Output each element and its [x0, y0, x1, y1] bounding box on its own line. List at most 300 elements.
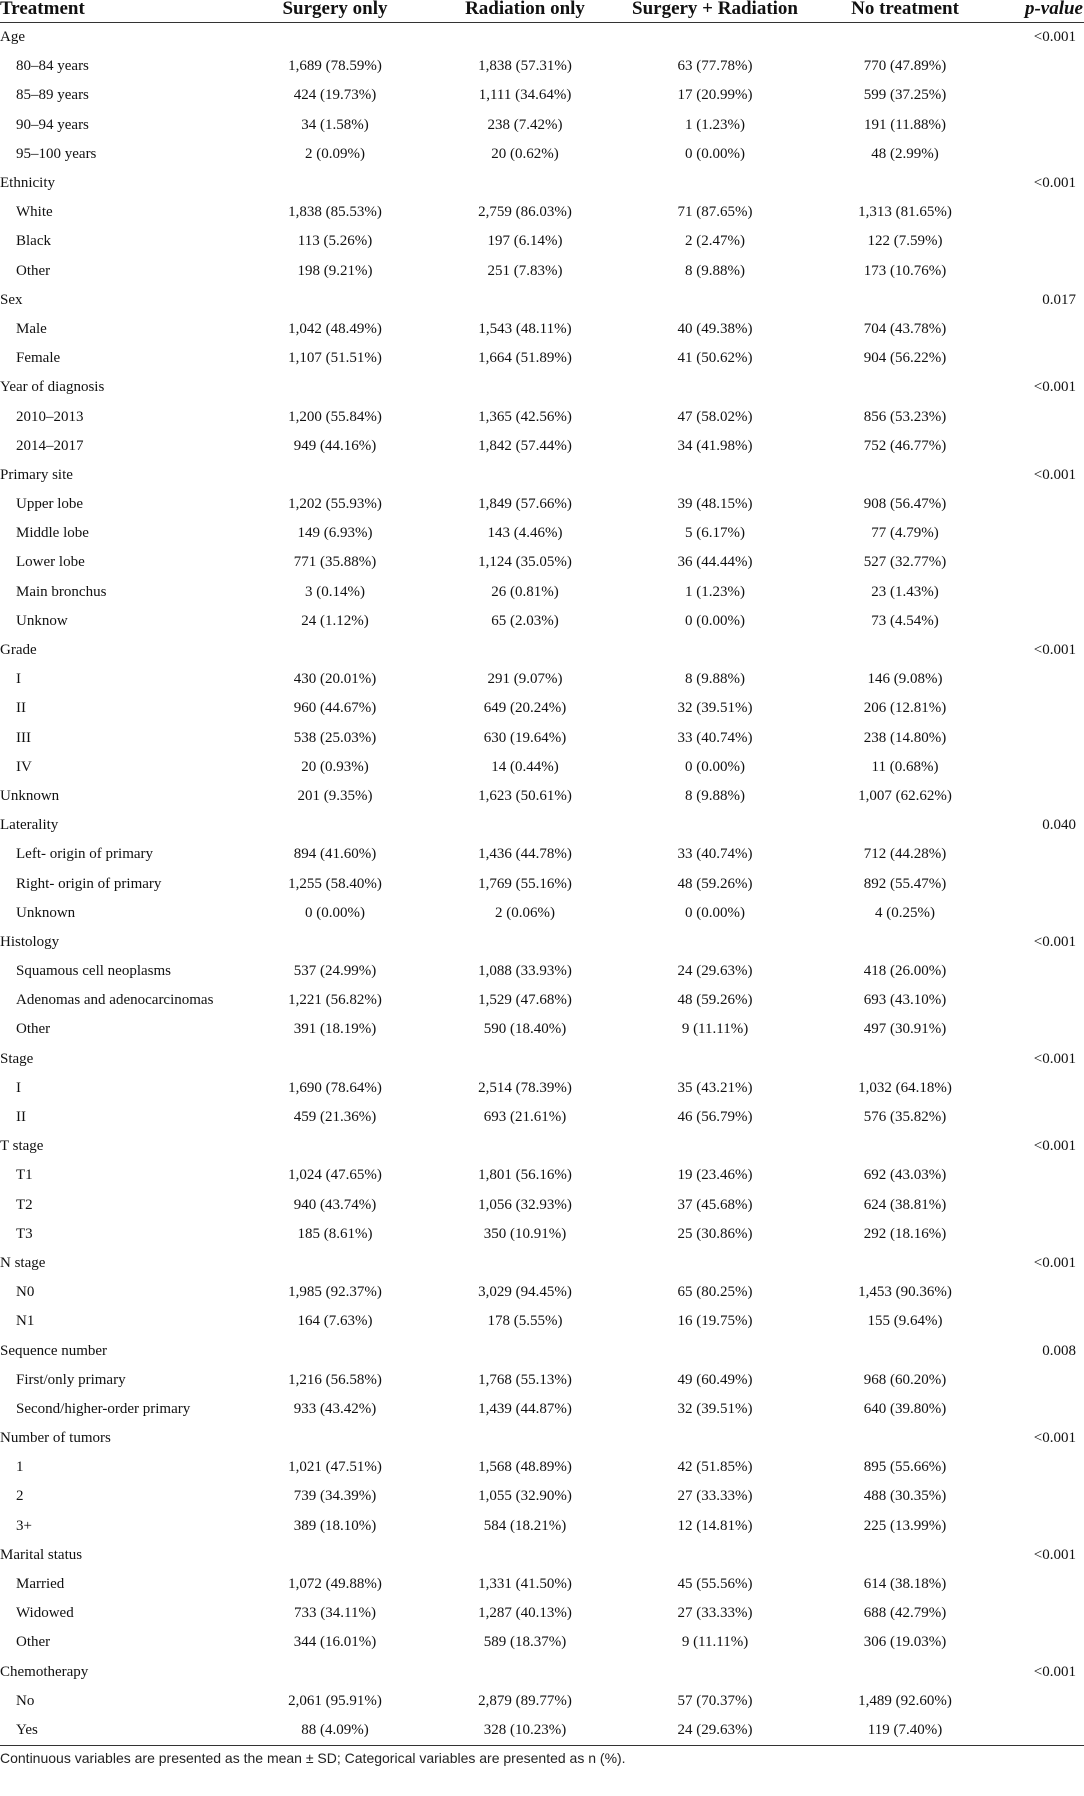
cell-no-treatment [810, 1132, 1000, 1161]
table-row [0, 1220, 1084, 1249]
cell-surgery-radiation: 8 (9.88%) [685, 787, 745, 804]
cell-radiation-only [430, 811, 620, 840]
cell-p-value [1000, 665, 1084, 694]
cell-no-treatment: 968 (60.20%) [863, 1371, 947, 1388]
section-label: T stage [0, 1138, 44, 1155]
cell-radiation-only [430, 1541, 620, 1570]
section-label: Marital status [0, 1546, 83, 1563]
section-label: Unknown [0, 787, 60, 804]
cell-p-value [1000, 899, 1084, 928]
table-row [0, 753, 1084, 782]
cell-p-value [1000, 1278, 1084, 1307]
cell-surgery-radiation: 33 (40.74%) [677, 729, 753, 746]
cell-no-treatment: 418 (26.00%) [863, 963, 947, 980]
cell-p-value [1000, 1161, 1084, 1190]
cell-no-treatment: 693 (43.10%) [863, 992, 947, 1009]
cell-surgery-only [240, 1541, 430, 1570]
table-row [0, 490, 1084, 519]
cell-p-value [1000, 578, 1084, 607]
cell-surgery-radiation [620, 169, 810, 198]
cell-p-value [1000, 402, 1084, 431]
cell-radiation-only [430, 636, 620, 665]
table-row [0, 257, 1084, 286]
section-label: Sex [0, 291, 23, 308]
row-label: T2 [16, 1196, 33, 1213]
cell-radiation-only: 1,842 (57.44%) [478, 437, 572, 454]
cell-surgery-radiation: 17 (20.99%) [677, 87, 753, 104]
cell-p-value [1000, 140, 1084, 169]
cell-radiation-only [430, 286, 620, 315]
cell-no-treatment: 1,313 (81.65%) [858, 204, 952, 221]
header-treatment: Treatment [0, 0, 240, 23]
cell-surgery-radiation: 19 (23.46%) [677, 1167, 753, 1184]
cell-radiation-only [430, 1424, 620, 1453]
section-label: Age [0, 29, 25, 46]
table-row [0, 1103, 1084, 1132]
table-row [0, 1307, 1084, 1336]
cell-surgery-only: 1,202 (55.93%) [288, 496, 382, 513]
cell-surgery-only: 149 (6.93%) [297, 525, 373, 542]
cell-radiation-only: 1,365 (42.56%) [478, 408, 572, 425]
cell-surgery-radiation: 45 (55.56%) [677, 1576, 753, 1593]
cell-surgery-only: 960 (44.67%) [293, 700, 377, 717]
cell-surgery-radiation: 42 (51.85%) [677, 1459, 753, 1476]
cell-no-treatment [810, 1658, 1000, 1687]
table-section-row [0, 1541, 1084, 1570]
cell-no-treatment: 48 (2.99%) [871, 145, 939, 162]
cell-p-value: 0.040 [1042, 817, 1076, 834]
table-row [0, 315, 1084, 344]
cell-p-value [1000, 257, 1084, 286]
cell-radiation-only [430, 23, 620, 53]
row-label: Widowed [16, 1605, 74, 1622]
cell-radiation-only [430, 928, 620, 957]
cell-surgery-only: 1,838 (85.53%) [288, 204, 382, 221]
table-section-row [0, 373, 1084, 402]
cell-p-value [1000, 1015, 1084, 1044]
cell-no-treatment: 1,489 (92.60%) [858, 1692, 952, 1709]
cell-surgery-only: 739 (34.39%) [293, 1488, 377, 1505]
cell-surgery-only [240, 169, 430, 198]
table-row [0, 1716, 1084, 1746]
cell-p-value [1000, 694, 1084, 723]
cell-no-treatment: 225 (13.99%) [863, 1517, 947, 1534]
cell-radiation-only: 584 (18.21%) [483, 1517, 567, 1534]
table-section-row [0, 1336, 1084, 1365]
table-row [0, 81, 1084, 110]
cell-p-value: <0.001 [1033, 642, 1076, 659]
cell-radiation-only: 1,664 (51.89%) [478, 350, 572, 367]
cell-no-treatment: 614 (38.18%) [863, 1576, 947, 1593]
cell-surgery-radiation: 35 (43.21%) [677, 1079, 753, 1096]
cell-surgery-only: 733 (34.11%) [294, 1605, 376, 1622]
cell-surgery-only: 201 (9.35%) [297, 787, 373, 804]
cell-surgery-only [240, 286, 430, 315]
cell-surgery-only: 1,021 (47.51%) [288, 1459, 382, 1476]
cell-no-treatment: 122 (7.59%) [867, 233, 943, 250]
cell-surgery-only [240, 928, 430, 957]
table-row [0, 198, 1084, 227]
cell-no-treatment [810, 928, 1000, 957]
cell-surgery-only: 34 (1.58%) [301, 116, 369, 133]
cell-p-value [1000, 1307, 1084, 1336]
cell-no-treatment [810, 373, 1000, 402]
cell-surgery-only [240, 636, 430, 665]
cell-surgery-only: 538 (25.03%) [293, 729, 377, 746]
table-section-row [0, 286, 1084, 315]
cell-radiation-only: 649 (20.24%) [483, 700, 567, 717]
cell-no-treatment: 238 (14.80%) [863, 729, 947, 746]
cell-no-treatment: 527 (32.77%) [863, 554, 947, 571]
cell-p-value [1000, 1395, 1084, 1424]
cell-surgery-only: 424 (19.73%) [293, 87, 377, 104]
cell-radiation-only: 1,111 (34.64%) [478, 87, 572, 104]
cell-no-treatment: 692 (43.03%) [863, 1167, 947, 1184]
header-radiation-only: Radiation only [430, 0, 620, 23]
cell-surgery-only: 3 (0.14%) [305, 583, 365, 600]
row-label: Main bronchus [16, 583, 107, 600]
cell-radiation-only: 1,543 (48.11%) [478, 320, 572, 337]
cell-surgery-radiation [620, 23, 810, 53]
table-row [0, 1395, 1084, 1424]
cell-surgery-radiation: 40 (49.38%) [677, 320, 753, 337]
row-label: White [16, 204, 53, 221]
cell-radiation-only: 2,879 (89.77%) [478, 1692, 572, 1709]
cell-no-treatment [810, 811, 1000, 840]
cell-p-value [1000, 548, 1084, 577]
cell-no-treatment: 1,032 (64.18%) [858, 1079, 952, 1096]
cell-surgery-radiation: 37 (45.68%) [677, 1196, 753, 1213]
cell-radiation-only: 1,838 (57.31%) [478, 58, 572, 75]
cell-p-value [1000, 724, 1084, 753]
cell-radiation-only: 1,529 (47.68%) [478, 992, 572, 1009]
table-section-row [0, 1045, 1084, 1074]
cell-radiation-only: 3,029 (94.45%) [478, 1284, 572, 1301]
cell-surgery-only: 1,107 (51.51%) [288, 350, 382, 367]
section-label: Stage [0, 1050, 34, 1067]
row-label: 2014–2017 [16, 437, 84, 454]
cell-radiation-only: 328 (10.23%) [430, 1716, 620, 1746]
section-label: Ethnicity [0, 175, 55, 192]
cell-no-treatment: 856 (53.23%) [863, 408, 947, 425]
cell-p-value [1000, 1628, 1084, 1657]
cell-p-value: <0.001 [1033, 933, 1076, 950]
cell-radiation-only: 590 (18.40%) [483, 1021, 567, 1038]
cell-no-treatment [810, 286, 1000, 315]
cell-surgery-radiation: 34 (41.98%) [677, 437, 753, 454]
cell-surgery-only: 1,689 (78.59%) [288, 58, 382, 75]
cell-surgery-only: 1,216 (56.58%) [288, 1371, 382, 1388]
cell-p-value [1000, 490, 1084, 519]
cell-surgery-radiation: 16 (19.75%) [677, 1313, 753, 1330]
section-label: Number of tumors [0, 1430, 111, 1447]
cell-p-value [1000, 986, 1084, 1015]
cell-no-treatment [810, 1541, 1000, 1570]
cell-surgery-radiation [620, 461, 810, 490]
cell-surgery-only [240, 23, 430, 53]
cell-surgery-radiation: 27 (33.33%) [677, 1488, 753, 1505]
cell-surgery-radiation: 8 (9.88%) [685, 262, 745, 279]
section-label: Grade [0, 642, 37, 659]
cell-radiation-only: 350 (10.91%) [483, 1225, 567, 1242]
cell-no-treatment: 640 (39.80%) [863, 1400, 947, 1417]
row-label: Adenomas and adenocarcinomas [16, 992, 214, 1009]
cell-radiation-only: 20 (0.62%) [491, 145, 559, 162]
cell-surgery-radiation [620, 1132, 810, 1161]
row-label: Upper lobe [16, 496, 84, 513]
cell-p-value [1000, 519, 1084, 548]
cell-radiation-only: 1,088 (33.93%) [478, 963, 572, 980]
cell-radiation-only: 2,514 (78.39%) [478, 1079, 572, 1096]
cell-p-value [1000, 782, 1084, 811]
cell-p-value [1000, 198, 1084, 227]
cell-surgery-radiation [620, 1541, 810, 1570]
cell-surgery-radiation: 48 (59.26%) [677, 875, 753, 892]
table-row [0, 1687, 1084, 1716]
cell-surgery-only [240, 1045, 430, 1074]
table-row [0, 1570, 1084, 1599]
cell-surgery-only: 24 (1.12%) [301, 612, 369, 629]
header-row [0, 0, 1084, 23]
table-row [0, 432, 1084, 461]
cell-no-treatment: 576 (35.82%) [863, 1109, 947, 1126]
cell-surgery-only: 185 (8.61%) [297, 1225, 373, 1242]
cell-p-value [1000, 1103, 1084, 1132]
cell-surgery-radiation: 47 (58.02%) [677, 408, 753, 425]
cell-p-value: <0.001 [1033, 1663, 1076, 1680]
cell-radiation-only: 238 (7.42%) [487, 116, 563, 133]
cell-p-value [1000, 1453, 1084, 1482]
cell-surgery-radiation: 27 (33.33%) [677, 1605, 753, 1622]
cell-surgery-radiation: 49 (60.49%) [677, 1371, 753, 1388]
cell-radiation-only: 1,849 (57.66%) [478, 496, 572, 513]
cell-surgery-only [240, 1336, 430, 1365]
row-label: Second/higher-order primary [16, 1400, 191, 1417]
row-label: Yes [0, 1716, 240, 1746]
cell-surgery-radiation: 0 (0.00%) [685, 612, 745, 629]
cell-no-treatment: 688 (42.79%) [863, 1605, 947, 1622]
cell-no-treatment: 173 (10.76%) [863, 262, 947, 279]
cell-surgery-radiation: 39 (48.15%) [677, 496, 753, 513]
cell-radiation-only: 1,287 (40.13%) [478, 1605, 572, 1622]
cell-p-value [1000, 227, 1084, 256]
cell-radiation-only: 1,623 (50.61%) [478, 787, 572, 804]
cell-p-value [1000, 1687, 1084, 1716]
row-label: 1 [16, 1459, 24, 1476]
cell-surgery-only: 430 (20.01%) [293, 671, 377, 688]
cell-p-value [1000, 1191, 1084, 1220]
cell-surgery-radiation [620, 928, 810, 957]
cell-radiation-only [430, 373, 620, 402]
cell-surgery-radiation [620, 811, 810, 840]
cell-surgery-radiation: 1 (1.23%) [685, 116, 745, 133]
section-label: Primary site [0, 466, 73, 483]
table-row [0, 665, 1084, 694]
cell-surgery-radiation [620, 1424, 810, 1453]
cell-surgery-only: 88 (4.09%) [240, 1716, 430, 1746]
row-label: 85–89 years [16, 87, 89, 104]
cell-surgery-radiation: 57 (70.37%) [677, 1692, 753, 1709]
cell-radiation-only: 197 (6.14%) [487, 233, 563, 250]
table-header [0, 0, 1084, 23]
cell-surgery-only: 894 (41.60%) [293, 846, 377, 863]
section-label: Laterality [0, 817, 59, 834]
table-row [0, 1161, 1084, 1190]
cell-surgery-only: 1,024 (47.65%) [288, 1167, 382, 1184]
cell-no-treatment: 306 (19.03%) [863, 1634, 947, 1651]
cell-no-treatment: 892 (55.47%) [863, 875, 947, 892]
cell-surgery-only: 1,255 (58.40%) [288, 875, 382, 892]
cell-no-treatment: 895 (55.66%) [863, 1459, 947, 1476]
cell-surgery-only: 1,690 (78.64%) [288, 1079, 382, 1096]
cell-surgery-radiation: 63 (77.78%) [677, 58, 753, 75]
cell-surgery-radiation: 5 (6.17%) [685, 525, 745, 542]
row-label: 90–94 years [16, 116, 89, 133]
cell-p-value [1000, 52, 1084, 81]
table-section-row [0, 23, 1084, 53]
table-body [0, 23, 1084, 1746]
cell-surgery-only: 2 (0.09%) [305, 145, 365, 162]
cell-radiation-only: 291 (9.07%) [487, 671, 563, 688]
row-label: T3 [16, 1225, 33, 1242]
cell-surgery-radiation: 71 (87.65%) [677, 204, 753, 221]
row-label: 2 [16, 1488, 24, 1505]
cell-no-treatment: 77 (4.79%) [871, 525, 939, 542]
table-section-row [0, 811, 1084, 840]
cell-surgery-radiation: 32 (39.51%) [677, 1400, 753, 1417]
table-section-row [0, 1132, 1084, 1161]
cell-no-treatment: 624 (38.81%) [863, 1196, 947, 1213]
cell-surgery-radiation [620, 1336, 810, 1365]
cell-surgery-only: 1,221 (56.82%) [288, 992, 382, 1009]
table-row [0, 1015, 1084, 1044]
cell-no-treatment [810, 636, 1000, 665]
cell-p-value [1000, 1366, 1084, 1395]
table-section-row [0, 169, 1084, 198]
cell-no-treatment: 1,007 (62.62%) [858, 787, 952, 804]
cell-surgery-only [240, 1249, 430, 1278]
cell-surgery-only: 20 (0.93%) [301, 758, 369, 775]
cell-no-treatment: 770 (47.89%) [863, 58, 947, 75]
cell-no-treatment: 23 (1.43%) [871, 583, 939, 600]
cell-surgery-radiation: 9 (11.11%) [681, 1634, 749, 1651]
cell-radiation-only: 2,759 (86.03%) [478, 204, 572, 221]
cell-radiation-only: 1,436 (44.78%) [478, 846, 572, 863]
cell-no-treatment [810, 1424, 1000, 1453]
cell-p-value [1000, 1570, 1084, 1599]
cell-p-value [1000, 111, 1084, 140]
cell-p-value [1000, 840, 1084, 869]
cell-radiation-only: 630 (19.64%) [483, 729, 567, 746]
cell-surgery-radiation: 0 (0.00%) [685, 145, 745, 162]
cell-surgery-only: 459 (21.36%) [293, 1109, 377, 1126]
header-surgery-only: Surgery only [240, 0, 430, 23]
cell-radiation-only: 143 (4.46%) [487, 525, 563, 542]
cell-no-treatment [810, 1336, 1000, 1365]
header-surgery-radiation: Surgery + Radiation [620, 0, 810, 23]
table-row [0, 986, 1084, 1015]
cell-p-value: <0.001 [1033, 1138, 1076, 1155]
cell-radiation-only: 65 (2.03%) [491, 612, 559, 629]
cell-surgery-radiation [620, 1658, 810, 1687]
cell-p-value: <0.001 [1033, 466, 1076, 483]
cell-surgery-radiation: 9 (11.11%) [681, 1021, 749, 1038]
table-row [0, 140, 1084, 169]
cell-surgery-radiation [620, 636, 810, 665]
cell-no-treatment: 191 (11.88%) [864, 116, 946, 133]
cell-surgery-radiation: 36 (44.44%) [677, 554, 753, 571]
cell-surgery-radiation: 46 (56.79%) [677, 1109, 753, 1126]
cell-p-value [1000, 869, 1084, 898]
row-label: 80–84 years [16, 58, 89, 75]
cell-no-treatment: 752 (46.77%) [863, 437, 947, 454]
cell-no-treatment: 119 (7.40%) [810, 1716, 1000, 1746]
section-label: Chemotherapy [0, 1663, 89, 1680]
cell-p-value: <0.001 [1033, 1254, 1076, 1271]
row-label: Other [16, 262, 51, 279]
cell-surgery-radiation: 12 (14.81%) [677, 1517, 753, 1534]
row-label: Lower lobe [16, 554, 85, 571]
table-row [0, 227, 1084, 256]
cell-surgery-only: 537 (24.99%) [293, 963, 377, 980]
row-label: N0 [16, 1284, 35, 1301]
cell-surgery-radiation: 1 (1.23%) [685, 583, 745, 600]
cell-no-treatment: 599 (37.25%) [863, 87, 947, 104]
cell-surgery-radiation [620, 1249, 810, 1278]
cell-radiation-only: 1,056 (32.93%) [478, 1196, 572, 1213]
row-label: Left- origin of primary [16, 846, 154, 863]
table-row [0, 1512, 1084, 1541]
table-row [0, 519, 1084, 548]
cell-no-treatment: 497 (30.91%) [863, 1021, 947, 1038]
cell-no-treatment [810, 461, 1000, 490]
table-section-row [0, 1424, 1084, 1453]
table-row [0, 694, 1084, 723]
cell-surgery-radiation: 65 (80.25%) [677, 1284, 753, 1301]
cell-radiation-only: 1,124 (35.05%) [478, 554, 572, 571]
table-row [0, 1366, 1084, 1395]
cell-radiation-only: 1,801 (56.16%) [478, 1167, 572, 1184]
row-label: Other [16, 1021, 51, 1038]
row-label: Unknown [16, 904, 76, 921]
cell-surgery-only: 1,985 (92.37%) [288, 1284, 382, 1301]
cell-p-value: 0.017 [1042, 291, 1076, 308]
cell-no-treatment [810, 169, 1000, 198]
cell-radiation-only: 2 (0.06%) [495, 904, 555, 921]
cell-radiation-only: 1,439 (44.87%) [478, 1400, 572, 1417]
cell-radiation-only: 1,768 (55.13%) [478, 1371, 572, 1388]
cell-surgery-radiation: 41 (50.62%) [677, 350, 753, 367]
cell-no-treatment [810, 1249, 1000, 1278]
row-label: Male [16, 320, 47, 337]
table-section-row [0, 1249, 1084, 1278]
cell-no-treatment: 292 (18.16%) [863, 1225, 947, 1242]
cell-radiation-only [430, 461, 620, 490]
cell-p-value [1000, 753, 1084, 782]
cell-radiation-only: 1,055 (32.90%) [478, 1488, 572, 1505]
cell-p-value: <0.001 [1033, 1546, 1076, 1563]
cell-surgery-only: 771 (35.88%) [293, 554, 377, 571]
cell-radiation-only [430, 1658, 620, 1687]
row-label: Unknow [16, 612, 68, 629]
table-section-row [0, 461, 1084, 490]
cell-surgery-radiation: 24 (29.63%) [620, 1716, 810, 1746]
cell-p-value [1000, 1716, 1084, 1746]
cell-p-value [1000, 957, 1084, 986]
cell-no-treatment: 704 (43.78%) [863, 320, 947, 337]
cell-surgery-only [240, 373, 430, 402]
cell-surgery-only: 391 (18.19%) [293, 1021, 377, 1038]
